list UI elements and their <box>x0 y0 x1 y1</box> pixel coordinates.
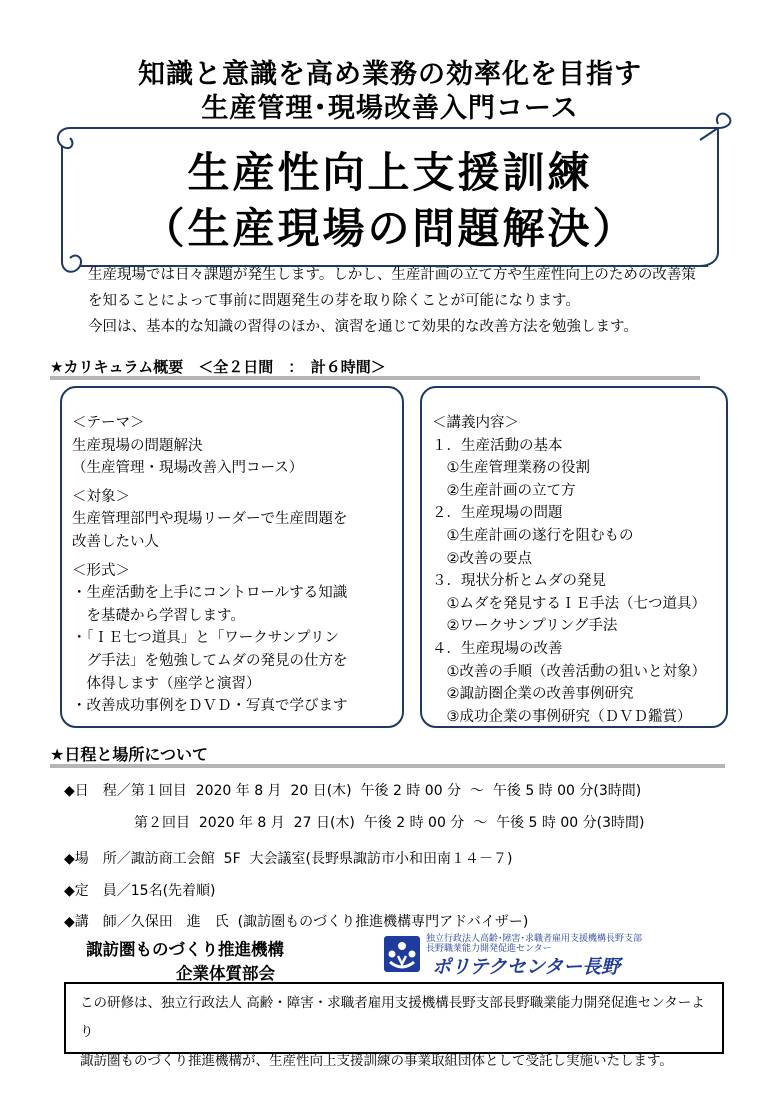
intro-line: 生産現場では日々課題が発生します。しかし、生産計画の立て方や生産性向上のための改善策 <box>88 267 696 283</box>
curriculum-heading: ★カリキュラム概要 ＜全２日間 ： 計６時間＞ <box>50 358 386 376</box>
lecture-item: ４．生産現場の改善 <box>432 640 563 657</box>
format-label: ＜形式＞ <box>72 562 130 579</box>
target-label: ＜対象＞ <box>72 488 130 505</box>
lecture-item: ①生産管理業務の役割 <box>432 460 590 477</box>
format-item: ・「ＩＥ七つ道具」と「ワークサンプリン <box>72 630 339 647</box>
polytech-logo <box>384 934 724 978</box>
lecture-item: ②諏訪圏企業の改善事例研究 <box>432 686 634 703</box>
schedule-capacity: ◆定 員／15名(先着順) <box>64 883 216 899</box>
main-title-line2: （生産現場の問題解決） <box>142 204 638 253</box>
schedule-rule <box>50 764 725 768</box>
format-item: ・改善成功事例をＤＶＤ・写真で学びます <box>72 698 348 715</box>
target-value: 生産管理部門や現場リーダーで生産問題を <box>72 511 348 528</box>
format-item: ・生産活動を上手にコントロールする知識 <box>72 585 348 602</box>
intro-line: を知ることによって事前に問題発生の芽を取り除くことが可能になります。 <box>88 293 580 309</box>
theme-value: 生産現場の問題解決 <box>72 437 203 454</box>
lecture-item: ２．生産現場の問題 <box>432 505 563 522</box>
lecture-item: ②生産計画の立て方 <box>432 482 576 499</box>
lecture-item: ①ムダを発見するＩＥ手法（七つ道具） <box>432 595 706 612</box>
footer-line: 諏訪圏ものづくり推進機構が、生産性向上支援訓練の事業取組団体として受託し実施いたします。 <box>80 1053 673 1069</box>
footer-notice <box>64 982 724 1069</box>
lecture-item: ①改善の手順（改善活動の狙いと対象） <box>432 663 706 680</box>
course-subtitle-line1: 知識と意識を高め業務の効率化を目指す <box>138 59 642 90</box>
intro-line: 今回は、基本的な知識の習得のほか、演習を通じて効果的な改善方法を勉強します。 <box>88 319 638 335</box>
curriculum-rule <box>50 376 700 380</box>
organizer-division: 企業体質部会 <box>176 964 275 983</box>
format-item: 体得します（座学と演習） <box>72 675 261 692</box>
schedule-heading: ★日程と場所について <box>50 745 209 764</box>
intro-paragraph <box>88 262 748 340</box>
lecture-item: １．生産活動の基本 <box>432 437 563 454</box>
curriculum-theme-text <box>72 412 402 718</box>
schedule-date-1: ◆日 程／第１回目 2020 年 8 月 20 日(木) 午後 2 時 00 分 ～ 午後 5 時 00 分(3時間) <box>64 783 642 799</box>
lecture-item: ②改善の要点 <box>432 550 532 567</box>
logo-org-line2: 長野職業能力開発促進センター <box>426 944 552 954</box>
schedule-lecturer: ◆講 師／久保田 進 氏 (諏訪圏ものづくり推進機構専門アドバイザー) <box>64 914 529 930</box>
schedule-date-2: 第２回目 2020 年 8 月 27 日(木) 午後 2 時 00 分 ～ 午後 5 時 00 分(3時間) <box>64 815 645 831</box>
logo-org-line1: 独立行政法人高齢･障害･求職者雇用支援機構長野支部 <box>426 934 643 944</box>
lecture-item: ③成功企業の事例研究（ＤＶＤ鑑賞） <box>432 708 692 725</box>
logo-name: ポリテクセンター長野 <box>432 956 621 978</box>
target-value: 改善したい人 <box>72 533 159 550</box>
lecture-item: ②ワークサンプリング手法 <box>432 618 618 635</box>
schedule-place: ◆場 所／諏訪商工会館 5F 大会議室(長野県諏訪市小和田南１４－７) <box>64 851 513 867</box>
lecture-label: ＜講義内容＞ <box>432 415 519 431</box>
course-subtitle-line2: 生産管理･現場改善入門コース <box>201 93 579 124</box>
format-item: を基礎から学習します。 <box>72 607 245 624</box>
lecture-item: ①生産計画の遂行を阻むもの <box>432 527 634 544</box>
curriculum-lecture-text <box>432 412 728 728</box>
theme-value: （生産管理・現場改善入門コース） <box>72 460 304 477</box>
lecture-item: ３．現状分析とムダの発見 <box>432 573 606 590</box>
main-title-line1: 生産性向上支援訓練 <box>187 148 593 197</box>
footer-line: この研修は、独立行政法人 高齢・障害・求職者雇用支援機構長野支部長野職業能力開発促進センターより <box>80 995 705 1040</box>
theme-label: ＜テーマ＞ <box>72 415 145 431</box>
format-item: グ手法」を勉強してムダの発見の仕方を <box>72 652 348 669</box>
polytech-emblem-icon <box>384 936 420 972</box>
organizer-name: 諏訪圏ものづくり推進機構 <box>86 940 284 959</box>
